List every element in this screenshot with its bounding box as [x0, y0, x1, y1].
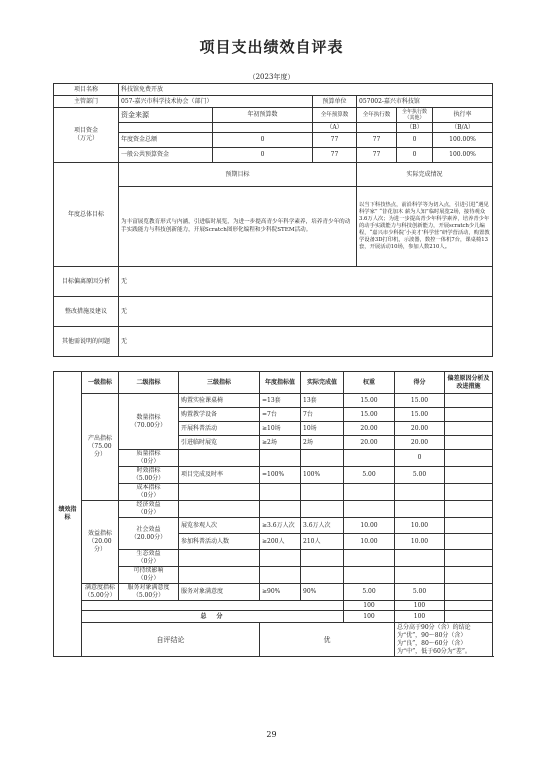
level2-satisfaction: 服务对象满意度 （5.00分）: [119, 584, 179, 601]
indicator-deviation: [445, 584, 493, 601]
indicator-deviation: [445, 422, 493, 436]
indicator-weight: 5.00: [344, 467, 395, 484]
indicator-target: =13套: [260, 394, 301, 408]
goals-expected-label: 预期目标: [119, 163, 357, 187]
indicator-weight: 20.00: [344, 422, 395, 436]
indicator-target: ≥10场: [260, 422, 301, 436]
indicator-target: [260, 567, 301, 584]
level1-benefit: 效益指标 （20.00分）: [82, 501, 119, 584]
funds-row-rate: 100.00%: [433, 133, 493, 148]
funds-label: 项目资金 （万元）: [54, 108, 119, 163]
indicator-deviation: [445, 408, 493, 422]
indicator-target: [260, 501, 301, 518]
indicator-level3: [179, 450, 260, 467]
header-target: 年度指标值: [260, 372, 301, 394]
indicator-weight: 5.00: [344, 584, 395, 601]
header-level2: 二级指标: [119, 372, 179, 394]
indicator-deviation: [445, 501, 493, 518]
indicator-deviation: [445, 436, 493, 450]
indicator-target: =7台: [260, 408, 301, 422]
subtotal-score: 100: [395, 601, 445, 611]
goals-actual: 以当下科技热点，前沿科学等为切入点，引进引进“遇见科学家” “昔花加木 薪为人知”临时展览2场，接待观众3.6万人次；为进一步提高青少年科学素养，培养青少年的动手实践能力与科技创新能力，开展scratch少儿编程，“嘉兴市少科院‘小美才’科学营”研学营活动，购置教学设备3D打印机，示波器，数控一体机7台，课桌椅13套，开展活动10场，参加人数210人。: [357, 187, 493, 267]
indicator-actual: 13套: [301, 394, 344, 408]
indicator-score: [395, 567, 445, 584]
indicator-level3: 开展科普活动: [179, 422, 260, 436]
indicator-score: [395, 501, 445, 518]
indicator-deviation: [445, 484, 493, 501]
goals-label: 年度总体目标: [54, 163, 119, 267]
total-label: 总 分: [82, 611, 344, 623]
level1-output: 产出指标 （75.00分）: [82, 394, 119, 501]
funds-row-name: 年度资金总额: [119, 133, 213, 148]
indicator-level3: 引进临时展览: [179, 436, 260, 450]
indicator-weight: [344, 484, 395, 501]
goals-actual-label: 实际完成情况: [357, 163, 493, 187]
indicator-score: 10.00: [395, 534, 445, 550]
page-title: 项目支出绩效自评表: [199, 38, 344, 56]
level2-sustainable: 可持续影响 （0分）: [119, 567, 179, 584]
indicator-actual: [301, 550, 344, 567]
indicator-score: 5.00: [395, 584, 445, 601]
indicator-actual: 90%: [301, 584, 344, 601]
indicator-score: 20.00: [395, 422, 445, 436]
indicator-weight: 15.00: [344, 408, 395, 422]
header-weight: 权重: [344, 372, 395, 394]
funds-col-ba: （B/A）: [433, 123, 493, 133]
indicator-weight: 15.00: [344, 394, 395, 408]
indicator-weight: [344, 550, 395, 567]
indicator-score: 0: [395, 450, 445, 467]
indicator-actual: 7台: [301, 408, 344, 422]
indicator-score: 15.00: [395, 408, 445, 422]
report-year: （2023年度）: [248, 73, 295, 81]
level2-ecological: 生态效益 （0分）: [119, 550, 179, 567]
indicators-section-label: 绩效指标: [54, 372, 82, 657]
indicator-score: 10.00: [395, 518, 445, 534]
level2-cost: 成本指标 （0分）: [119, 484, 179, 501]
indicator-deviation: [445, 450, 493, 467]
indicator-weight: 20.00: [344, 436, 395, 450]
goals-expected: 为丰富展览教育形式与内涵，引进临时展览，为进一步提高青少年科学素养，培养青少年的动手实践能力与科技创新能力，开展Scratch图形化编程和少科院STEM活动。: [119, 187, 357, 267]
funds-row-exec: 77: [357, 148, 397, 163]
indicator-target: ≥90%: [260, 584, 301, 601]
funds-budget-label: 全年预算数: [313, 108, 357, 123]
note-label: 其他需说明的问题: [54, 327, 119, 357]
indicator-level3: 服务对象满意度: [179, 584, 260, 601]
header-level3: 三级指标: [179, 372, 260, 394]
total-weight: 100: [344, 611, 395, 623]
indicator-actual: 210人: [301, 534, 344, 550]
conclusion-note: 总分高于90分（含）的结论为“优”，90～80分（含）为“良”，80～60分（含）为“中”，低于60分为“差”。: [395, 623, 493, 657]
subtotal-deviation: [445, 601, 493, 611]
dept-label: 主管部门: [54, 96, 119, 108]
indicator-target: [260, 450, 301, 467]
indicator-deviation: [445, 534, 493, 550]
indicator-score: [395, 550, 445, 567]
funds-row-budget: 77: [313, 133, 357, 148]
funds-row-budget: 77: [313, 148, 357, 163]
note-label: 目标偏离原因分析: [54, 267, 119, 297]
funds-row-other: 0: [397, 133, 433, 148]
indicator-level3: [179, 484, 260, 501]
note-value: 无: [119, 297, 493, 327]
total-score: 100: [395, 611, 445, 623]
unit-value: 057002-嘉兴市科技馆: [357, 96, 493, 108]
indicator-target: ≥200人: [260, 534, 301, 550]
indicator-score: 15.00: [395, 394, 445, 408]
project-name-label: 项目名称: [54, 84, 119, 96]
dept-value: 057-嘉兴市科学技术协会（部门）: [119, 96, 313, 108]
subtotal-blank: [82, 601, 344, 611]
funds-row-other: 0: [397, 148, 433, 163]
indicator-deviation: [445, 518, 493, 534]
indicator-actual: 2场: [301, 436, 344, 450]
indicator-deviation: [445, 394, 493, 408]
indicator-weight: [344, 501, 395, 518]
header-deviation: 偏差原因分析及改进措施: [445, 372, 493, 394]
note-value: 无: [119, 267, 493, 297]
funds-blank: [119, 123, 213, 133]
indicator-actual: [301, 484, 344, 501]
indicator-level3: 购置教学设备: [179, 408, 260, 422]
page-number: 29: [266, 730, 277, 739]
indicator-deviation: [445, 550, 493, 567]
indicator-level3: [179, 501, 260, 518]
indicator-weight: 10.00: [344, 534, 395, 550]
funds-blank: [357, 123, 397, 133]
funds-row-initial: 0: [213, 133, 313, 148]
indicator-actual: [301, 501, 344, 518]
funds-row-exec: 77: [357, 133, 397, 148]
funds-exec-label: 全年执行数: [357, 108, 397, 123]
summary-table: [53, 83, 493, 357]
indicator-target: [260, 484, 301, 501]
subtotal-weight: 100: [344, 601, 395, 611]
funds-col-b: （B）: [397, 123, 433, 133]
indicator-target: =100%: [260, 467, 301, 484]
funds-row-name: 一般公共预算资金: [119, 148, 213, 163]
funds-col-a: （A）: [313, 123, 357, 133]
indicator-score: [395, 484, 445, 501]
note-label: 整改措施及建议: [54, 297, 119, 327]
unit-label: 预算单位: [313, 96, 357, 108]
indicator-score: 20.00: [395, 436, 445, 450]
funds-source-label: 资金来源: [119, 108, 213, 123]
indicator-weight: [344, 567, 395, 584]
funds-rate-label: 执行率: [433, 108, 493, 123]
header-actual: 实际完成值: [301, 372, 344, 394]
indicator-actual: 10场: [301, 422, 344, 436]
indicator-level3: 展览参观人次: [179, 518, 260, 534]
level2-timeliness: 时效指标 （5.00分）: [119, 467, 179, 484]
indicator-level3: 购置实验课桌椅: [179, 394, 260, 408]
indicator-level3: [179, 550, 260, 567]
total-deviation: [445, 611, 493, 623]
level2-social: 社会效益 （20.00分）: [119, 518, 179, 550]
header-level1: 一级指标: [82, 372, 119, 394]
indicator-score: 5.00: [395, 467, 445, 484]
project-name: 科技馆免费开放: [119, 84, 493, 96]
header-score: 得分: [395, 372, 445, 394]
indicators-table: [53, 371, 493, 657]
funds-row-initial: 0: [213, 148, 313, 163]
indicator-deviation: [445, 567, 493, 584]
indicator-deviation: [445, 467, 493, 484]
indicator-target: [260, 550, 301, 567]
funds-blank: [213, 123, 313, 133]
indicator-target: ≥3.6万人次: [260, 518, 301, 534]
funds-initial-label: 年初预算数: [213, 108, 313, 123]
indicator-level3: 项目完成及时率: [179, 467, 260, 484]
level2-quantity: 数量指标 （70.00分）: [119, 394, 179, 450]
level2-quality: 质量指标 （0分）: [119, 450, 179, 467]
indicator-actual: [301, 567, 344, 584]
conclusion-label: 自评结论: [82, 623, 260, 657]
level1-satisfaction: 满意度指标 （5.00分）: [82, 584, 119, 601]
indicator-weight: [344, 450, 395, 467]
indicator-level3: [179, 567, 260, 584]
indicator-target: ≥2场: [260, 436, 301, 450]
level2-economic: 经济效益 （0分）: [119, 501, 179, 518]
indicator-actual: [301, 450, 344, 467]
indicator-actual: 3.6万人次: [301, 518, 344, 534]
funds-row-rate: 100.00%: [433, 148, 493, 163]
funds-exec-other-label: 全年执行数（其他）: [397, 108, 433, 123]
conclusion-value: 优: [260, 623, 395, 657]
indicator-level3: 参加科普活动人数: [179, 534, 260, 550]
indicator-weight: 10.00: [344, 518, 395, 534]
indicator-actual: 100%: [301, 467, 344, 484]
note-value: 无: [119, 327, 493, 357]
